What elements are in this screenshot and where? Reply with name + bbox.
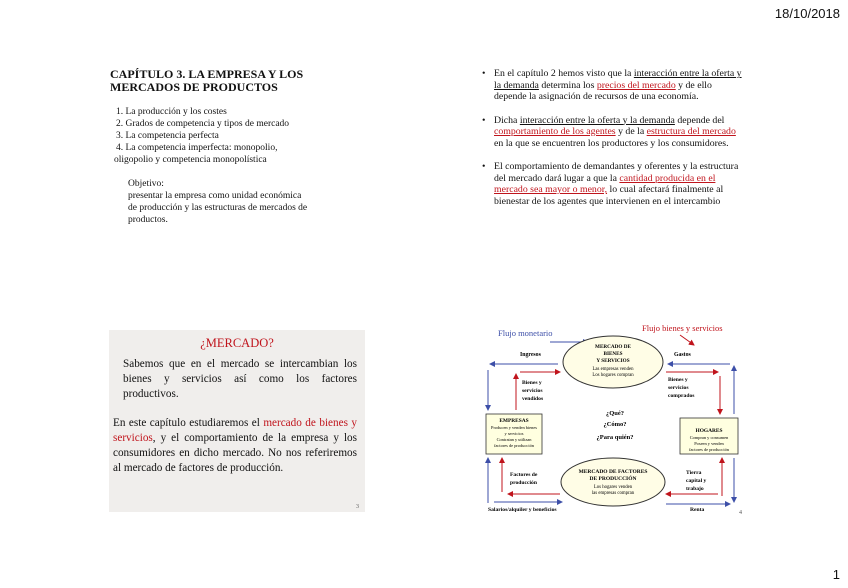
document-date: 18/10/2018	[774, 6, 840, 21]
hogares-title: HOGARES	[695, 428, 723, 434]
objective-block	[128, 178, 368, 226]
ingresos-label: Ingresos	[520, 352, 541, 358]
factores-label: Factores de	[510, 472, 538, 478]
market-factors-title: MERCADO DE FACTORES	[578, 469, 648, 475]
slide-number: 4	[739, 510, 742, 516]
flujo-monetario-label: Flujo monetario	[498, 328, 553, 338]
objective-line: presentar la empresa como unidad económica	[128, 191, 302, 201]
objective-line: de producción y las estructuras de mercados de	[128, 203, 308, 213]
question-que: ¿Qué?	[605, 410, 625, 417]
objective-line: productos.	[128, 215, 168, 225]
svg-text:Factores deproducción: Factores de producción	[510, 472, 538, 486]
list-item: 3. La competencia perfecta	[116, 131, 219, 141]
paragraph-2: En este capítulo estudiaremos el mercado de bienes y servicios, y el comportamiento de la empresa y los consumidores en dicho mercado. No nos referiremos al mercado de factores de producción.	[113, 417, 357, 474]
list-item: 4. La competencia imperfecta: monopolio,	[116, 143, 278, 153]
question-como: ¿Cómo?	[603, 421, 627, 428]
slide-title	[110, 68, 368, 94]
svg-text:Compran y consumenPoseen y ven: Compran y consumen Poseen y venden factores de producción	[689, 435, 729, 452]
slide-chapter-intro	[108, 68, 368, 258]
svg-text:MERCADO DE FACTORESDE PRODUCCI: MERCADO DE FACTORES DE PRODUCCIÓN	[578, 469, 648, 482]
flujo-bienes-label: Flujo bienes y servicios	[642, 323, 723, 333]
flujo-bienes-arrow	[680, 335, 694, 345]
svg-text:Las empresas vendenLos hogares: Las empresas venden Los hogares compran	[592, 367, 634, 378]
objective-label: Objetivo:	[128, 179, 164, 189]
page-number: 1	[832, 567, 840, 582]
bullet-2: • Dicha interacción entre la oferta y la demanda depende del comportamiento de los agentes y de la estructura del mercado en la que se encuentren los productores y los consumidores.	[494, 115, 744, 150]
slide-bullets	[482, 68, 744, 268]
bienes-vendidos-label: Bienes y	[522, 380, 542, 386]
svg-text:¿Qué?¿Cómo?¿Para quién?	[596, 410, 633, 441]
bullet-3: • El comportamiento de demandantes y oferentes y la estructura del mercado dará lugar a que la cantidad producida en el mercado sea mayor o menor, lo cual afectará finalmente al bienestar de los agentes que intervienen en el intercambio	[494, 161, 744, 207]
highlight-text: precios del mercado	[596, 79, 676, 91]
svg-text:Bienes yserviciosvendidos: Bienes y servicios vendidos	[522, 380, 544, 402]
svg-text:Los hogares vendenlas empresas: Los hogares venden las empresas compran	[591, 485, 635, 496]
svg-text:Bienes yservicioscomprados: Bienes y servicios comprados	[668, 377, 695, 399]
market-goods-sub: Las empresas venden	[592, 367, 634, 372]
slide-mercado	[109, 330, 365, 512]
highlight-text: cantidad producida en el mercado sea mayor o menor,	[494, 172, 716, 195]
title-line-1: CAPÍTULO 3. LA EMPRESA Y LOS	[110, 67, 304, 81]
circular-flow-diagram	[480, 318, 744, 518]
slide-title: ¿MERCADO?	[200, 336, 274, 350]
slide-number: 3	[356, 504, 359, 510]
market-factors-ellipse	[561, 458, 665, 506]
tierra-label: Tierra	[686, 470, 702, 476]
paragraph-1: Sabemos que en el mercado se intercambian los bienes y servicios así como los factores productivos.	[123, 358, 357, 400]
market-goods-title: MERCADO DE	[595, 344, 631, 350]
gastos-label: Gastos	[674, 352, 691, 358]
list-item: oligopolio y competencia monopolística	[114, 155, 267, 165]
highlight-text: estructura del mercado	[646, 126, 736, 137]
empresas-title: EMPRESAS	[499, 418, 529, 424]
salarios-label: Salarios/alquiler y beneficios	[488, 507, 557, 513]
highlight-text: mercado de bienes y servicios	[113, 417, 357, 444]
svg-text:Producen y venden bienesy serv: Producen y venden bienes y servicios Contratan y utilizan factores de producción	[491, 425, 537, 448]
market-factors-sub: Los hogares venden	[593, 485, 633, 490]
title-line-2: MERCADOS DE PRODUCTOS	[110, 80, 278, 94]
svg-text:MERCADO DEBIENESY SERVICIOS: MERCADO DE BIENES Y SERVICIOS	[595, 344, 631, 364]
list-item: 1. La producción y los costes	[116, 107, 227, 117]
list-item: 2. Grados de competencia y tipos de mercado	[116, 119, 290, 129]
bienes-comprados-label: Bienes y	[668, 377, 688, 383]
svg-text:Tierracapital ytrabajo: Tierra capital y trabajo	[686, 470, 707, 492]
slide-circular-flow	[480, 318, 744, 518]
contents-list	[108, 106, 368, 166]
renta-label: Renta	[690, 507, 705, 513]
highlight-text: comportamiento de los agentes	[494, 126, 616, 137]
question-para-quien: ¿Para quién?	[596, 434, 634, 441]
bullet-1: • En el capítulo 2 hemos visto que la interacción entre la oferta y la demanda determina los precios del mercado y de ello depende la asignación de recursos de una economía.	[494, 68, 744, 103]
